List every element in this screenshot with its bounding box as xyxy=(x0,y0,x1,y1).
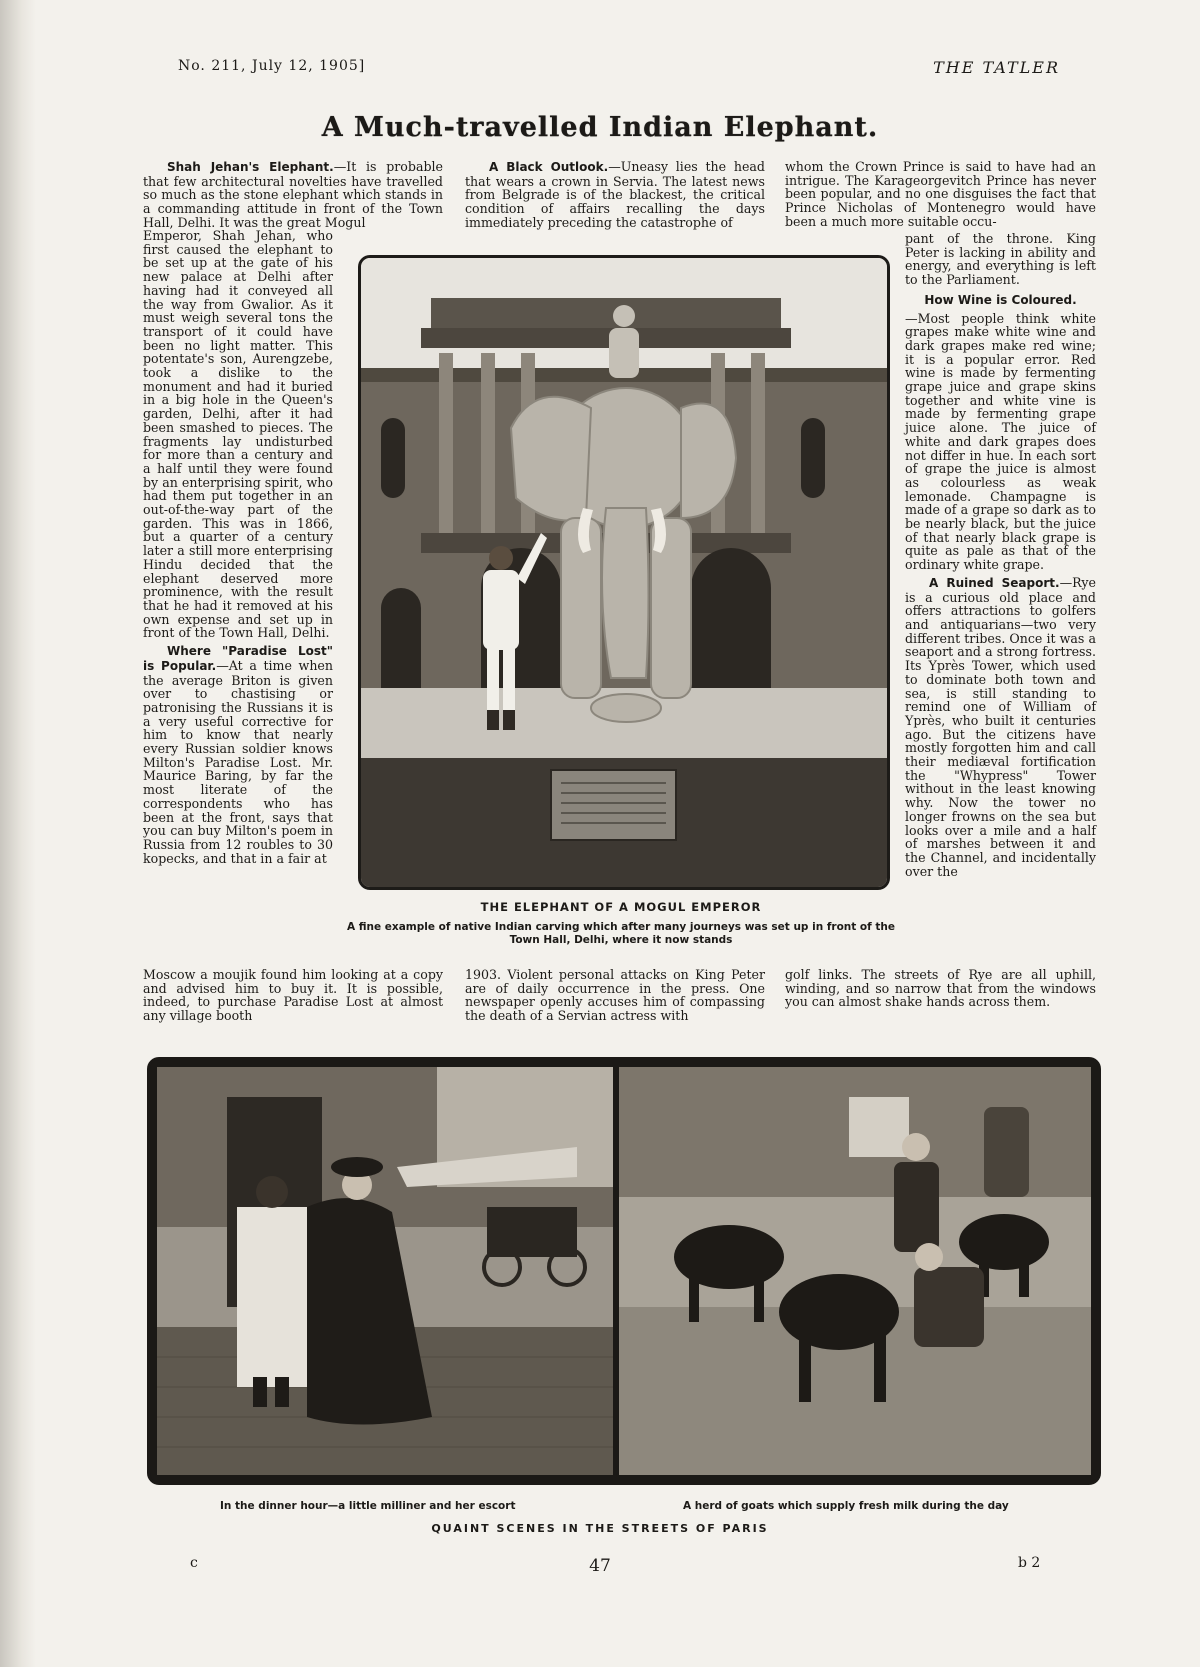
goats-photo xyxy=(619,1067,1091,1475)
shah-jehan-text-top: —It is probable that few architectural novelties have travelled so much as the stone elephant which stands in a commanding attitude in front of the Town Hall, Delhi. It was the great Mogul xyxy=(143,159,443,230)
seaport-text-side: —Rye is a curious old place and offers attractions to golfers and antiquarians—two very different tribes. Once it was a seaport and a strong fortress. Its Yprès Tower, which used to dominate both town and sea, is still standing to remind one of William of Yprès, who built it centuries ago. But the citizens have mostly forgotten him and call their mediæval fortification the "Whypress" Tower without in the least knowing why. Now the tower no longer frowns on the sea but looks over a mile and a half of marshes between it and the Channel, and incidentally over the xyxy=(905,574,1096,879)
elephant-photo xyxy=(358,255,890,890)
black-outlook-text-top: —Uneasy lies the head that wears a crown in Servia. The latest news from Belgrade is of the blackest, the critical condition of affairs recalling the days immediately preceding the catastrophe of xyxy=(465,159,765,230)
wine-text: —Most people think white grapes make white wine and dark grapes make red wine; it is a popular error. Red wine is made by fermenting grape juice and grape skins together and white vine is made by fermenting grape juice alone. The juice of white and dark grapes does not differ in hue. In each sort of grape the juice is almost as colourless as weak lemonade. Champagne is made of a grape so dark as to be nearly black, but the juice of that nearly black grape is quite as pale as that of the ordinary white grape. xyxy=(905,310,1096,573)
section-heading-shah-jehan: Shah Jehan's Elephant. xyxy=(167,160,334,174)
article-title: A Much-travelled Indian Elephant. xyxy=(321,112,879,143)
black-outlook-text-bottom: 1903. Violent personal attacks on King Peter are of daily occurrence in the press. One newspaper openly accuses him of compassing the death of a Servian actress with xyxy=(465,967,765,1024)
section-heading-black-outlook: A Black Outlook. xyxy=(489,160,609,174)
bottom-left-caption: In the dinner hour—a little milliner and her escort xyxy=(220,1500,516,1512)
milliner-photo xyxy=(157,1067,613,1475)
column-3-side xyxy=(905,232,1096,882)
section-heading-wine: How Wine is Coloured. xyxy=(924,292,1077,307)
column-3-top xyxy=(785,160,1096,233)
paris-street-photos xyxy=(147,1057,1101,1485)
column-1-top xyxy=(143,160,443,234)
column-1-bottom xyxy=(143,968,443,1027)
crown-prince-text-top: whom the Crown Prince is said to have had an intrigue. The Karageorgevitch Prince has never been popular, and no one disguises the fact that Prince Nicholas of Montenegro would have been a much more suitable occu- xyxy=(785,159,1096,229)
paradise-lost-text-side: —At a time when the average Briton is given over to chastising or patronising the Russians it is a very useful corrective for him to know that nearly every Russian soldier knows Milton's Paradise Lost. Mr. Maurice Baring, by far the most literate of the correspondents who has been at the front, says that you can buy Milton's poem in Russia from 12 roubles to 30 kopecks, and that in a fair at xyxy=(143,657,333,866)
issue-date: No. 211, July 12, 1905] xyxy=(178,58,366,74)
main-figure-caption-title: THE ELEPHANT OF A MOGUL EMPEROR xyxy=(480,900,762,914)
elephant-photo-illustration xyxy=(361,258,887,887)
page-gutter-shadow xyxy=(0,0,36,1667)
column-3-bottom xyxy=(785,968,1096,1013)
seaport-text-bottom: golf links. The streets of Rye are all uphill, winding, and so narrow that from the windows you can almost shake hands across them. xyxy=(785,967,1096,1010)
page-number: 47 xyxy=(589,1556,611,1576)
section-heading-seaport: A Ruined Seaport. xyxy=(929,575,1060,590)
paradise-lost-text-bottom: Moscow a moujik found him looking at a copy and advised him to buy it. It is possible, indeed, to purchase Paradise Lost at almost any village booth xyxy=(143,967,443,1024)
main-figure-caption-text: A fine example of native Indian carving which after many journeys was set up in front of the Town Hall, Delhi, where it now stands xyxy=(346,921,895,946)
magazine-name: THE TATLER xyxy=(933,58,1060,77)
shah-jehan-text-side: Emperor, Shah Jehan, who first caused the elephant to be set up at the gate of his new palace at Delhi after having had it conveyed all the way from Gwalior. As it must weigh several tons the transport of it could have been no light matter. This potentate's son, Aurengzebe, took a dislike to the monument and had it buried in a big hole in the Queen's garden, Delhi, after it had been smashed to pieces. The fragments lay undisturbed for more than a century and a half until they were found by an enterprising spirit, who had them put together in an out-of-the-way part of the garden. This was in 1866, but a quarter of a century later a still more enterprising Hindu decided that the elephant deserved more prominence, with the result that he had it removed at his own expense and set up in front of the Town Hall, Delhi. xyxy=(143,228,333,641)
bottom-figure-caption-title: QUAINT SCENES IN THE STREETS OF PARIS xyxy=(431,1522,769,1535)
column-2-top xyxy=(465,160,765,234)
footer-left-mark: c xyxy=(190,1555,198,1571)
crown-prince-text-side: pant of the throne. King Peter is lacking in ability and energy, and everything is left to the Parliament. xyxy=(905,231,1096,288)
column-1-side xyxy=(143,229,333,869)
column-2-bottom xyxy=(465,968,765,1027)
section-heading-paradise-lost: Where "Paradise Lost" is Popular. xyxy=(143,644,333,673)
footer-right-mark: b 2 xyxy=(1018,1555,1041,1571)
bottom-right-caption: A herd of goats which supply fresh milk during the day xyxy=(683,1500,1009,1512)
